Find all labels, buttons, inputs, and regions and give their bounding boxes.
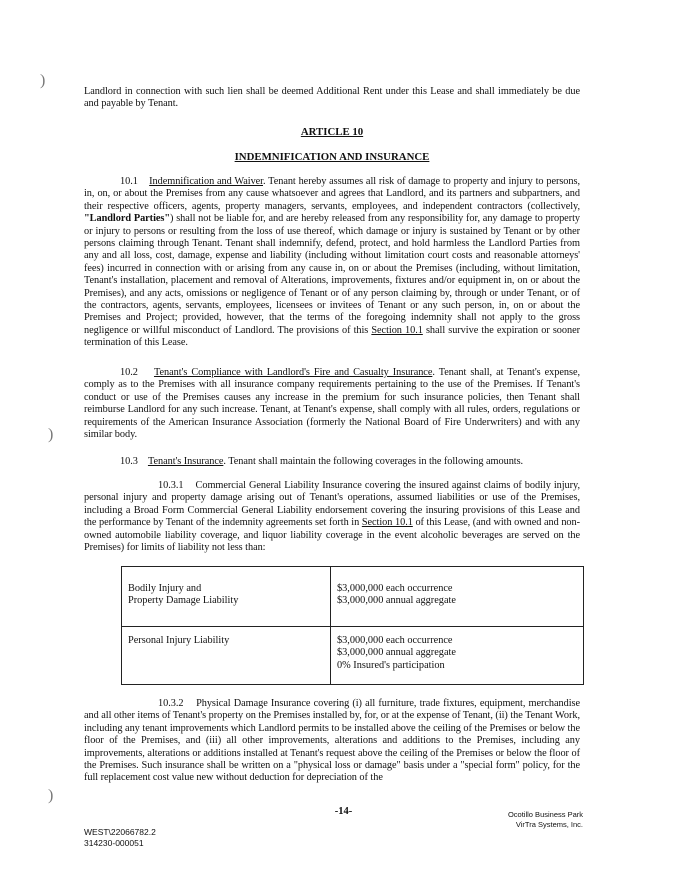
- article-number: ARTICLE 10: [300, 126, 364, 138]
- section-heading: Tenant's Insurance: [147, 456, 224, 467]
- section-reference: Section 10.1: [361, 517, 413, 529]
- section-heading: Tenant's Compliance with Landlord's Fire and Casualty Insurance: [153, 367, 433, 378]
- section-number: 10.3.2: [158, 698, 184, 709]
- section-text: of this Lease, (and with owned and non-owned automobile liability coverage, and liquor liability coverage in the event alcoholic beverages are served on the Premises) for limits of liability not less than:: [84, 517, 580, 554]
- section-10-2: [84, 367, 580, 441]
- coverage-limit-line: $3,000,000 annual aggregate: [337, 647, 456, 659]
- footer-doc-block: [84, 827, 156, 849]
- section-text: . Tenant shall maintain the following coverages in the following amounts.: [223, 456, 524, 467]
- section-text: Physical Damage Insurance covering (i) all furniture, trade fixtures, equipment, merchandise and all other items of Tenant's property on the Premises installed by, for, or at the expense of Tenant, (ii) the Tenant Work, including any tenant improvements which Landlord permits to be installed above the ceiling of the Premises or below the floor of the Premises, and (iii) all other improvements, alterations and additions to the Premises, including any improvements, alterations or additions installed at Tenant's request above the ceiling of the Premises or below the floor of the Premises. Such insurance shall be written on a "physical loss or damage" basis under a "special form" policy, for the full replacement cost value new without deduction for depreciation of the: [84, 698, 580, 784]
- coverage-limit-cell: [331, 567, 584, 627]
- section-number: 10.1: [120, 176, 138, 187]
- section-heading: Indemnification and Waiver: [149, 176, 263, 187]
- table-row: [122, 567, 584, 627]
- section-text: shall survive the expiration or sooner termination of this Lease.: [84, 324, 580, 349]
- coverage-table: [121, 566, 584, 685]
- coverage-limit-cell: [331, 627, 584, 685]
- section-10-3-2: [84, 698, 580, 785]
- coverage-type-line: Personal Injury Liability: [128, 635, 230, 646]
- coverage-type-line: Bodily Injury and: [128, 583, 202, 594]
- coverage-limit-line: $3,000,000 annual aggregate: [337, 595, 456, 607]
- coverage-limit-line: 0% Insured's participation: [337, 659, 445, 671]
- section-10-3-1: [84, 480, 580, 554]
- section-10-3: [84, 456, 580, 468]
- section-reference: Section 10.1: [371, 324, 423, 336]
- footer-project: Ocotillo Business Park: [507, 810, 583, 819]
- intro-paragraph: Landlord in connection with such lien shall be deemed Additional Rent under this Lease and shall immediately be due and payable by Tenant.: [84, 86, 580, 110]
- article-title: INDEMNIFICATION AND INSURANCE: [234, 151, 430, 163]
- defined-term: "Landlord Parties": [84, 213, 171, 225]
- section-number: 10.3.1: [158, 480, 184, 491]
- page-number: -14-: [334, 806, 353, 817]
- section-10-1: [84, 176, 580, 350]
- section-text: Commercial General Liability Insurance covering the insured against claims of bodily injury, personal injury and property damage arising out of Tenant's operations, assumed liabilities or use of the Premises, including a Broad Form Commercial General Liability endorsement covering the insuring provisions of this Lease and the performance by Tenant of the indemnity agreements set forth in: [84, 480, 580, 529]
- section-number: 10.3: [120, 456, 138, 467]
- section-text: . Tenant hereby assumes all risk of damage to property and injury to persons, in, on, or about the Premises from any cause whatsoever and agrees that Landlord, and its partners and subpartners, and their respective officers, agents, property managers, servants, employees, and independent contractors (collectively,: [84, 176, 580, 212]
- footer-company: VirTra Systems, Inc.: [515, 820, 583, 829]
- margin-mark: ): [48, 787, 54, 804]
- table-row: [122, 627, 584, 685]
- footer-project-block: [508, 810, 583, 830]
- coverage-type-cell: [122, 567, 331, 627]
- section-text: ) shall not be liable for, and are hereby released from any responsibility for, any damage to property or injury to persons or resulting from the loss of use thereof, which damage or injury is sustained by Tenant or by other persons claiming through Tenant. Tenant shall indemnify, defend, protect, and hold harmless the Landlord Parties from any and all loss, cost, damage, expense and liability (including without limitation court costs and reasonable attorneys' fees) incurred in connection with or arising from any cause in, on or about the Premises (including, without limitation, Tenant's installation, placement and removal of Alterations, improvements, fixtures and/or equipment in, on or about the Premises), and any acts, omissions or negligence of Tenant or of any person claiming by, through or under Tenant, or of the contractors, agents, servants, employees, licensees or invitees of Tenant or any such person, in, on or about the Premises and Project; provided, however, that the terms of the foregoing indemnity shall not apply to the gross negligence or willful misconduct of Landlord. The provisions of this: [84, 213, 580, 336]
- footer-doc-id: WEST\22066782.2: [84, 827, 156, 837]
- margin-mark: ): [48, 426, 54, 443]
- coverage-limit-line: $3,000,000 each occurrence: [337, 583, 453, 594]
- section-text: . Tenant shall, at Tenant's expense, comply as to the Premises with all insurance company requirements pertaining to the use of the Premises. If Tenant's conduct or use of the Premises causes any increase in the premium for such insurance policies, then Tenant shall reimburse Landlord for any such increase. Tenant, at Tenant's expense, shall comply with all rules, orders, regulations or requirements of the American Insurance Association (formerly the National Board of Fire Underwriters) and with any similar body.: [84, 367, 580, 441]
- section-number: 10.2: [120, 367, 138, 378]
- margin-mark: ): [40, 72, 46, 89]
- coverage-type-line: Property Damage Liability: [128, 595, 239, 607]
- coverage-limit-line: $3,000,000 each occurrence: [337, 635, 453, 646]
- coverage-type-cell: [122, 627, 331, 685]
- footer-matter: 314230-000051: [84, 838, 144, 848]
